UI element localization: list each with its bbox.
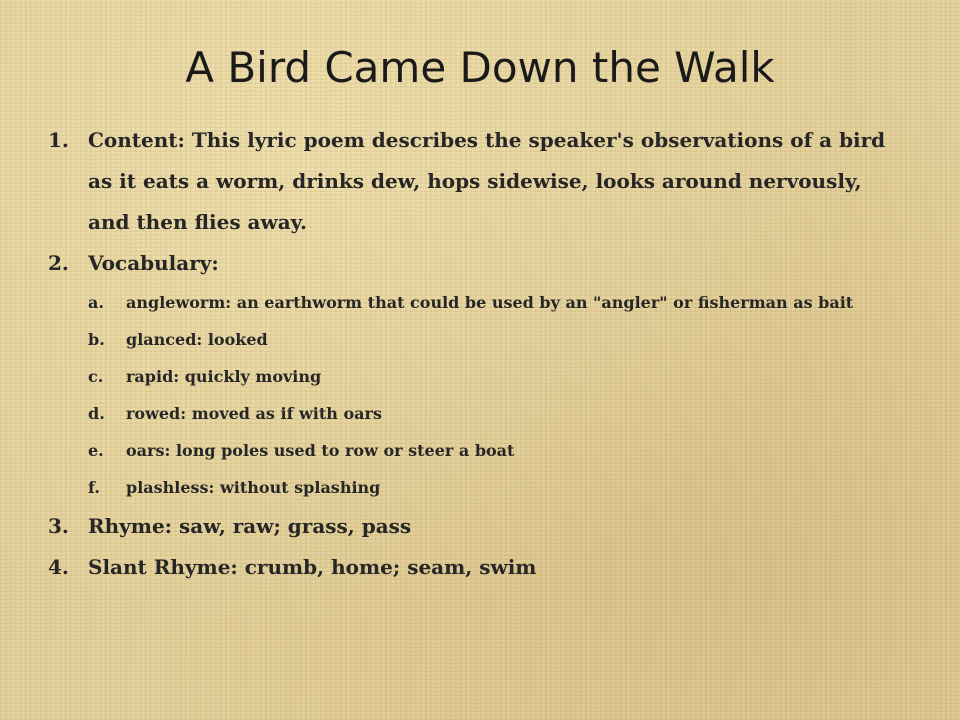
item-text: Content: This lyric poem describes the speaker's observations of a bird as it eats a worm, drinks dew, hops sidewise, looks around nervously, and then flies away.	[88, 128, 886, 234]
item-text: Slant Rhyme: crumb, home; seam, swim	[88, 555, 537, 579]
subitem-letter: d.	[88, 404, 105, 423]
subitem-letter: b.	[88, 330, 105, 349]
subitem-letter: a.	[88, 293, 104, 312]
vocab-item-rowed	[48, 395, 898, 432]
vocab-item-glanced	[48, 321, 898, 358]
subitem-letter: c.	[88, 367, 104, 386]
list-item-slant-rhyme	[48, 547, 898, 588]
item-text: Vocabulary:	[88, 251, 219, 275]
item-number: 2.	[48, 251, 69, 275]
item-text: Rhyme: saw, raw; grass, pass	[88, 514, 412, 538]
item-number: 3.	[48, 514, 69, 538]
vocab-item-angleworm	[48, 284, 898, 321]
subitem-text: rapid: quickly moving	[126, 367, 322, 386]
item-number: 4.	[48, 555, 69, 579]
subitem-text: rowed: moved as if with oars	[126, 404, 382, 423]
list-item-vocabulary	[48, 243, 898, 284]
content-list	[48, 120, 898, 588]
subitem-text: oars: long poles used to row or steer a boat	[126, 441, 515, 460]
subitem-letter: f.	[88, 478, 100, 497]
list-item-rhyme	[48, 506, 898, 547]
item-number: 1.	[48, 128, 69, 152]
list-item-content	[48, 120, 898, 243]
vocab-item-oars	[48, 432, 898, 469]
vocab-item-plashless	[48, 469, 898, 506]
subitem-letter: e.	[88, 441, 104, 460]
subitem-text: angleworm: an earthworm that could be used by an "angler" or fisherman as bait	[126, 293, 854, 312]
subitem-text: plashless: without splashing	[126, 478, 381, 497]
vocabulary-sublist	[48, 284, 898, 506]
vocab-item-rapid	[48, 358, 898, 395]
slide-title: A Bird Came Down the Walk	[185, 43, 775, 92]
subitem-text: glanced: looked	[126, 330, 268, 349]
